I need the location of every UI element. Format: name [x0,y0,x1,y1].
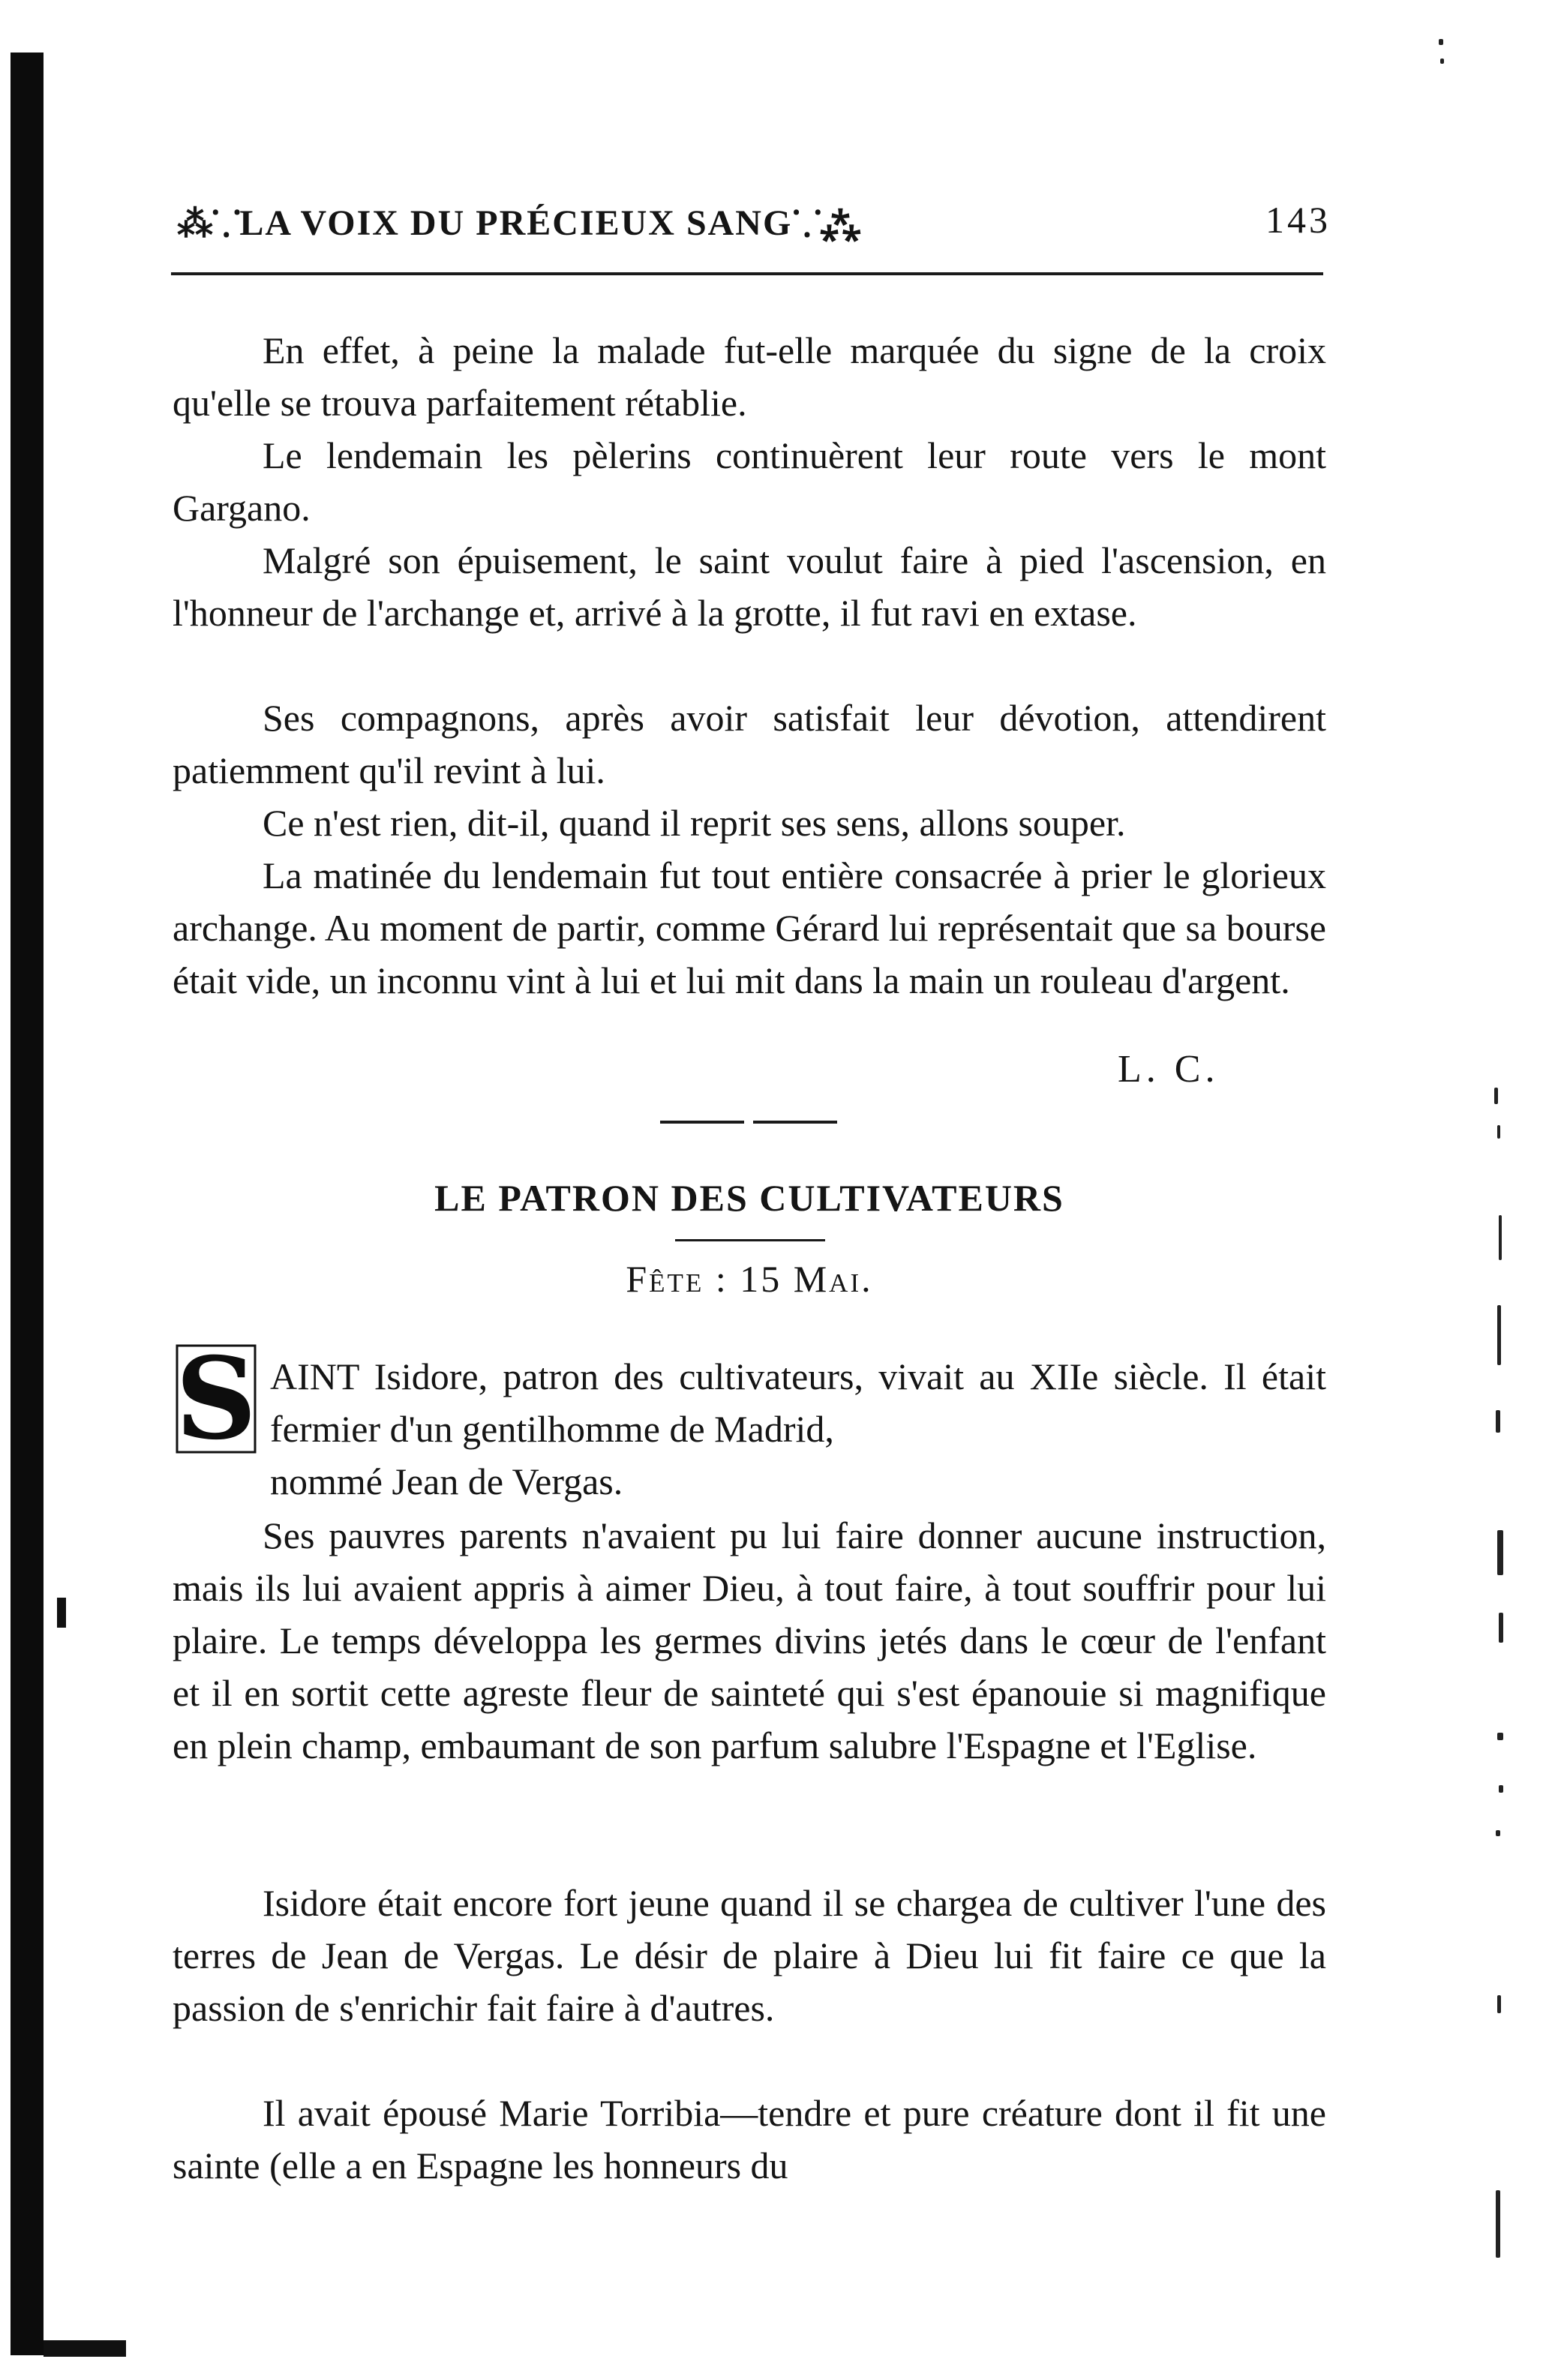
article-title: LE PATRON DES CULTIVATEURS [434,1177,1064,1219]
title-rule [675,1239,825,1241]
paragraph: En effet, à peine la malade fut-elle marquée du signe de la croix qu'elle se trouva parfaitement rétablie. [173,329,1326,424]
edge-speck [1497,1530,1503,1575]
ornament-left: ⁂⸪ [177,204,240,245]
running-head [177,197,1331,249]
drop-cap: S [175,1333,257,1465]
edge-speck [1497,1995,1501,2013]
section-divider [753,1121,837,1124]
paragraph: Le lendemain les pèlerins continuèrent leur route vers le mont Gargano. [173,434,1326,529]
page-number: 143 [1265,199,1331,241]
paragraph: Malgré son épuisement, le saint voulut faire à pied l'ascension, en l'honneur de l'archange et, arrivé à la grotte, il fut ravi en extase. [173,539,1326,634]
edge-speck [1439,39,1443,45]
edge-speck [1440,59,1444,64]
section-divider [660,1121,744,1124]
edge-speck [1496,1410,1500,1433]
paragraph: Ce n'est rien, dit-il, quand il reprit ses sens, allons souper. [263,802,1126,844]
edge-speck [1499,1613,1503,1643]
edge-speck [1496,1830,1500,1836]
ornament-right: ⸪⁂ [792,204,860,245]
edge-speck [1499,1215,1502,1260]
paragraph: La matinée du lendemain fut tout entière consacrée à prier le glorieux archange. Au moment de partir, comme Gérard lui représentait que sa bourse était vide, un inconnu vint à lui et lui mit dans la main un rouleau d'argent. [173,854,1326,1001]
edge-speck [1496,2190,1500,2258]
paragraph: Ses compagnons, après avoir satisfait leur dévotion, attendirent patiemment qu'il revint à lui. [173,697,1326,791]
first-paragraph-end: nommé Jean de Vergas. [270,1460,623,1502]
running-head-title [177,197,1220,249]
edge-speck [1499,1785,1503,1793]
edge-speck [1497,1305,1501,1365]
edge-speck [1494,1088,1498,1104]
paragraph: Isidore était encore fort jeune quand il se chargea de cultiver l'une des terres de Jean de Vergas. Le désir de plaire à Dieu lui fit faire ce que la passion de s'enrichir fait faire à d'autres. [173,1882,1326,2029]
binding-shadow [11,53,44,2355]
paragraph: Ses pauvres parents n'avaient pu lui faire donner aucune instruction, mais ils lui avaient appris à aimer Dieu, à tout faire, à tout souffrir pour lui plaire. Le temps développa les germes divins jetés dans le cœur de l'enfant et il en sortit cette agreste fleur de sainteté qui s'est épanouie si magnifique en plein champ, embaumant de son parfum salubre l'Espagne et l'Eglise. [173,1514,1326,1766]
feast-date: Fête : 15 Mai. [626,1258,873,1300]
binding-notch [57,1598,66,1628]
paragraph: Il avait épousé Marie Torribia—tendre et pure créature dont il fit une sainte (elle a en Espagne les honneurs du [173,2092,1326,2186]
signature: L. C. [1118,1048,1220,1091]
first-paragraph: AINT Isidore, patron des cultivateurs, vivait au XIIe siècle. Il était fermier d'un gentilhomme de Madrid, [270,1355,1326,1450]
edge-speck [1497,1733,1503,1740]
header-rule [171,272,1323,275]
binding-foot-shadow [44,2340,126,2357]
edge-speck [1497,1125,1500,1139]
running-head-text: LA VOIX DU PRÉCIEUX SANG [239,203,793,243]
